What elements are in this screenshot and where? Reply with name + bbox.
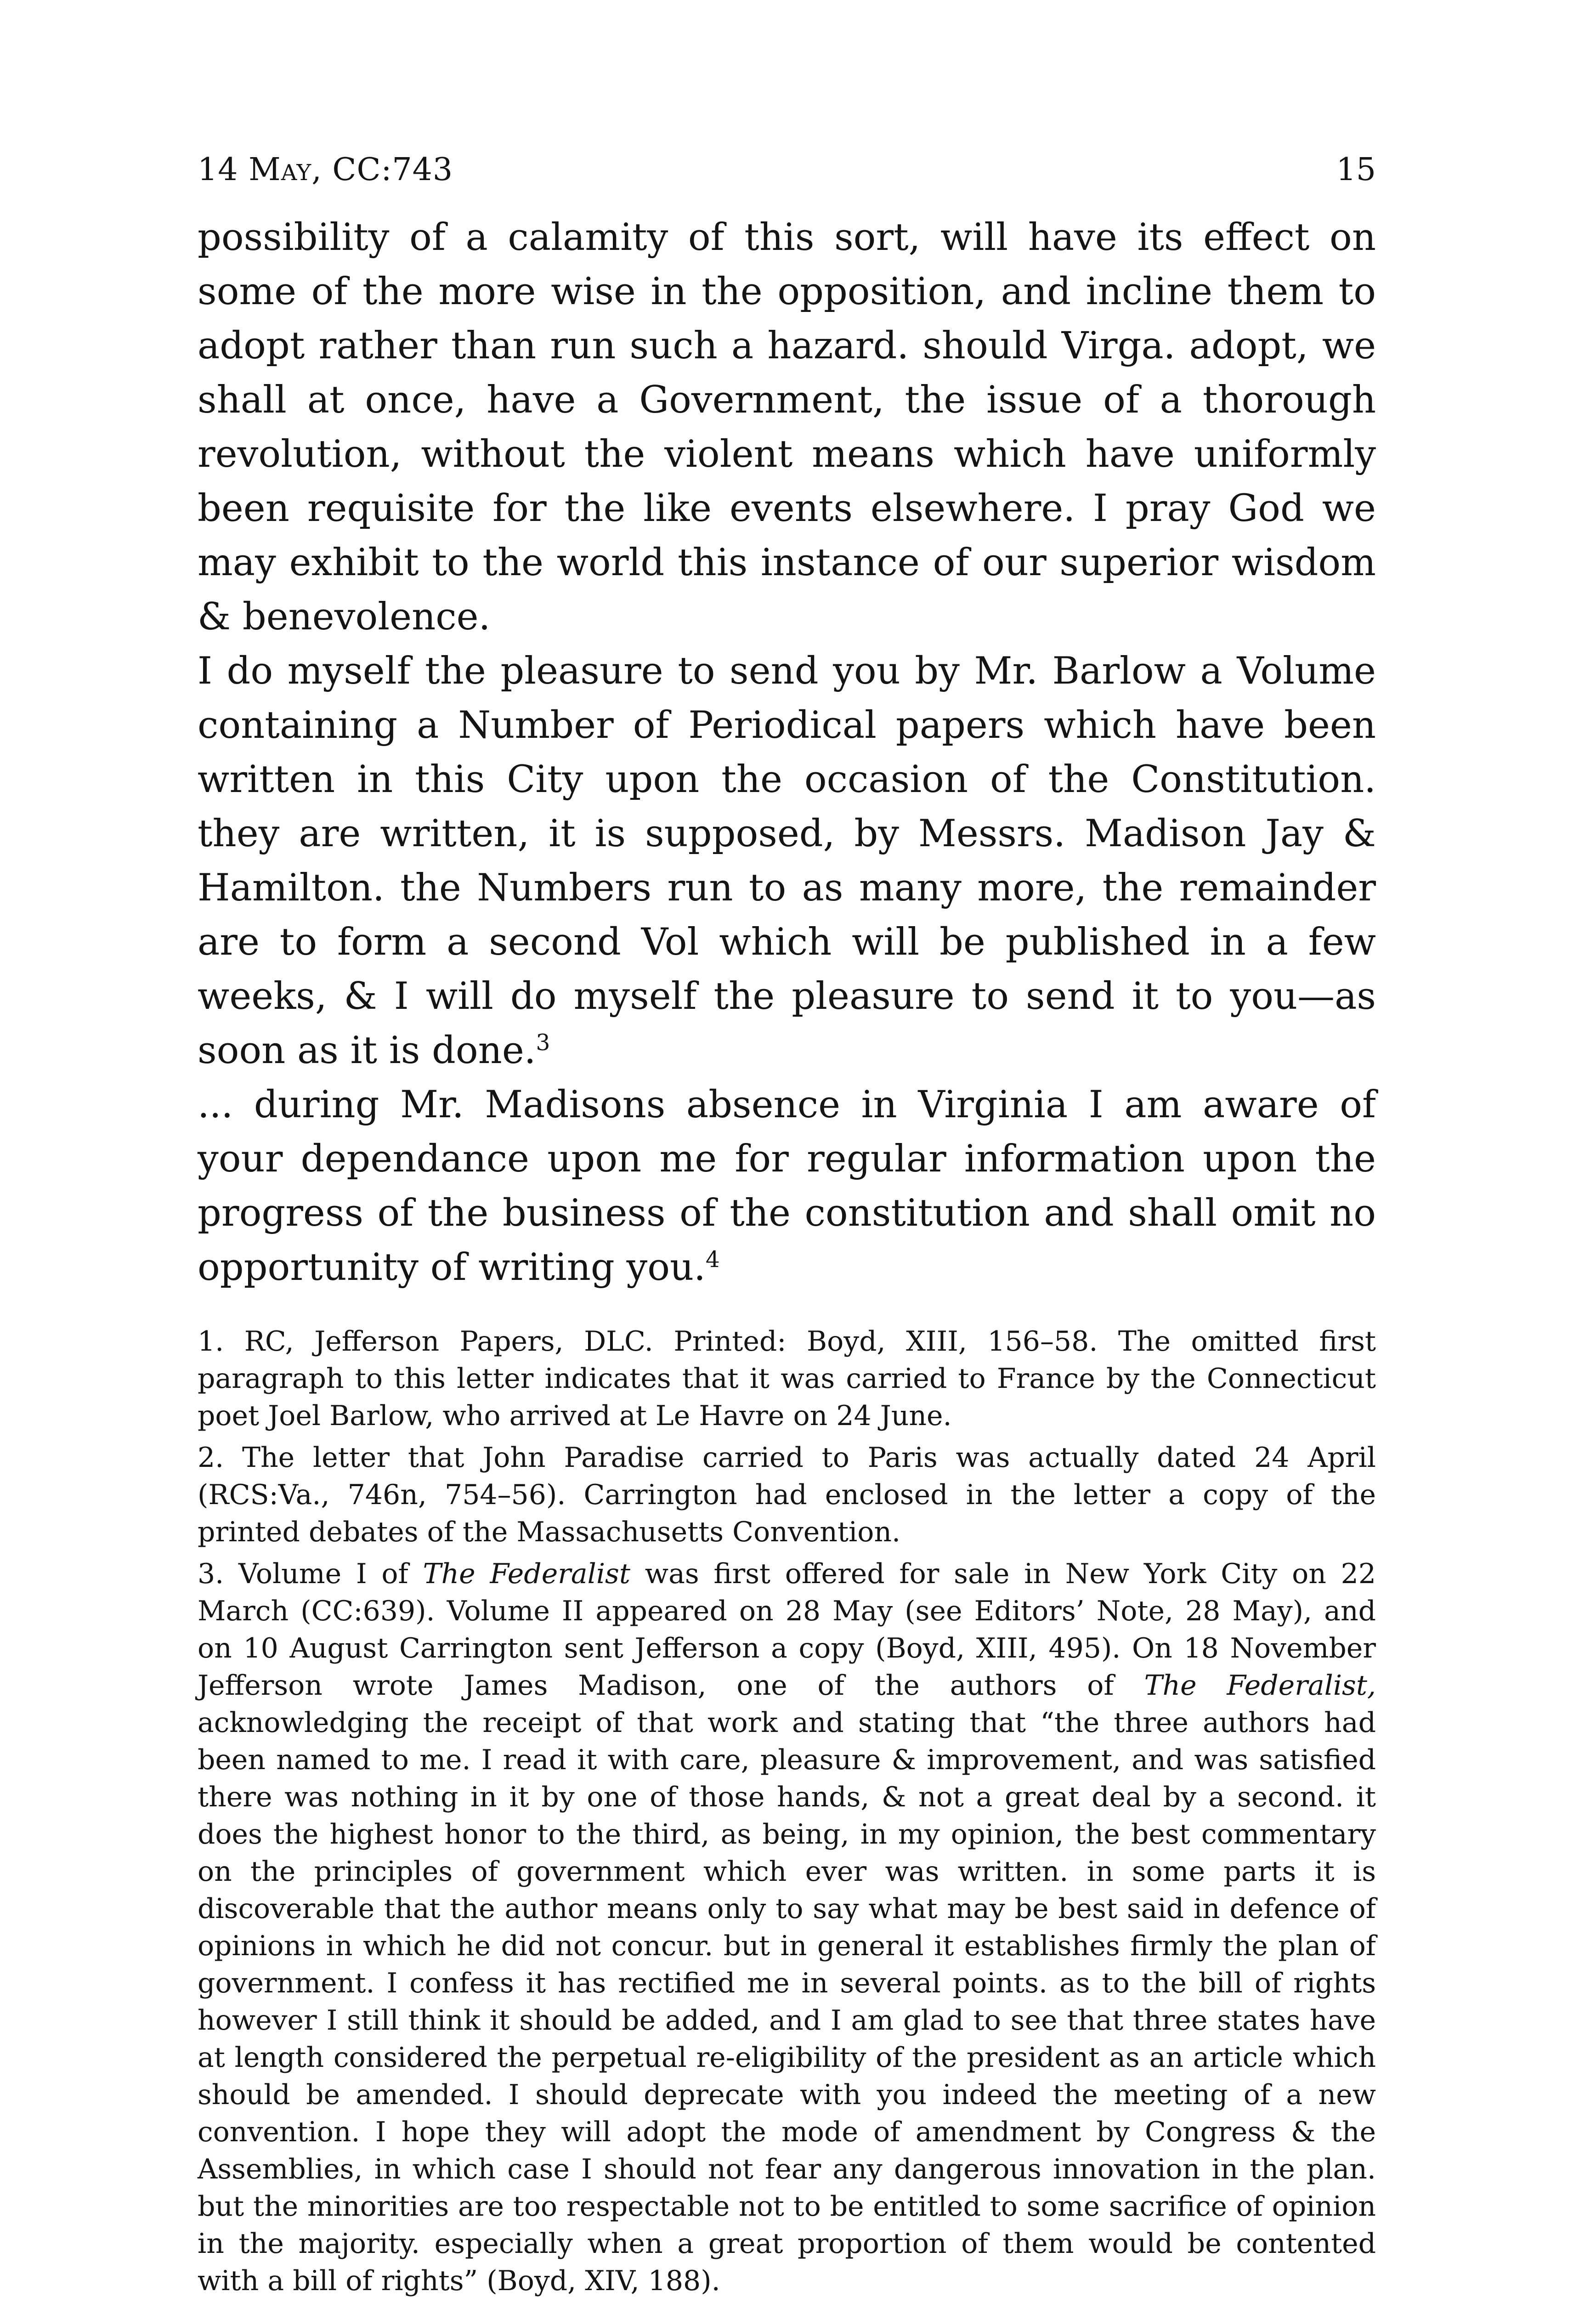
footnote-marker-4: 4 [705, 1247, 720, 1273]
footnote-2: 2. The letter that John Paradise carried to Paris was actually dated 24 April (RCS:Va., 746n, 754–56). Carrington had enclosed in the letter a copy of the printed debates of the Massachusetts Convention. [198, 1442, 1376, 1548]
running-head [198, 152, 1376, 202]
body-paragraph-3 [198, 1078, 1376, 1295]
footnote-3-title-1: The Federalist [423, 1558, 630, 1590]
body-paragraph-3-text: ... during Mr. Madisons absence in Virginia I am aware of your dependance upon me for regular information upon the progress of the business of the constitution and shall omit no opportunity of writing you. [198, 1083, 1376, 1289]
page-number: 15 [1336, 152, 1376, 188]
footnotes [198, 1323, 1376, 2297]
letter-body [198, 210, 1376, 1295]
header-document-number: , CC:743 [311, 152, 453, 188]
running-head-title [198, 152, 453, 188]
header-date-day: 14 [198, 152, 249, 188]
footnote-3 [198, 1556, 1376, 2297]
footnote-3-part-a: 3. Volume I of [198, 1558, 423, 1590]
footnote-3-title-2: The Federalist, [1144, 1669, 1376, 1702]
body-paragraph-1: possibility of a calamity of this sort, will have its effect on some of the more wise in the opposition, and incline them to adopt rather than run such a hazard. should Virga. adopt, we shall at once, have a Government, the issue of a thorough revolution, without the violent means which have uniformly been requisite for the like events elsewhere. I pray God we may exhibit to the world this instance of our superior wisdom & benevolence. [198, 216, 1376, 639]
footnote-1: 1. RC, Jefferson Papers, DLC. Printed: Boyd, XIII, 156–58. The omitted first paragraph to this letter indicates that it was carried to France by the Connecticut poet Joel Barlow, who arrived at Le Havre on 24 June. [198, 1325, 1376, 1432]
footnote-3-part-b: was first offered for sale in New York City on 22 March (CC:639). Volume II appeared on 28 May (see Editors’ Note, 28 May), and on 10 August Carrington sent Jefferson a copy (Boyd, XIII, 495). On 18 November Jefferson wrote James Madison, one of the authors of [198, 1558, 1376, 1702]
footnote-3-part-c: acknowledging the receipt of that work and stating that “the three authors had been named to me. I read it with care, pleasure & improvement, and was satisfied there was nothing in it by one of those hands, & not a great deal by a second. it does the highest honor to the third, as being, in my opinion, the best commentary on the principles of government which ever was written. in some parts it is discoverable that the author means only to say what may be best said in defence of opinions in which he did not concur. but in general it establishes firmly the plan of government. I confess it has rectified me in several points. as to the bill of rights however I still think it should be added, and I am glad to see that three states have at length considered the perpetual re-eligibility of the president as an article which should be amended. I should deprecate with you indeed the meeting of a new convention. I hope they will adopt the mode of amendment by Congress & the Assemblies, in which case I should not fear any dangerous innovation in the plan. but the minorities are too respectable not to be entitled to some sacrifice of opinion in the majority. especially when a great proportion of them would be contented with a bill of rights” (Boyd, XIV, 188). [198, 1707, 1376, 2297]
document-page [198, 152, 1376, 2297]
header-date-month: May [249, 152, 312, 188]
body-paragraph-2 [198, 644, 1376, 1078]
body-paragraph-2-text: I do myself the pleasure to send you by Mr. Barlow a Volume containing a Number of Periodical papers which have been written in this City upon the occasion of the Constitution. they are written, it is supposed, by Messrs. Madison Jay & Hamilton. the Numbers run to as many more, the remainder are to form a second Vol which will be published in a few weeks, & I will do myself the pleasure to send it to you—as soon as it is done. [198, 650, 1376, 1072]
footnote-marker-3: 3 [536, 1030, 550, 1056]
